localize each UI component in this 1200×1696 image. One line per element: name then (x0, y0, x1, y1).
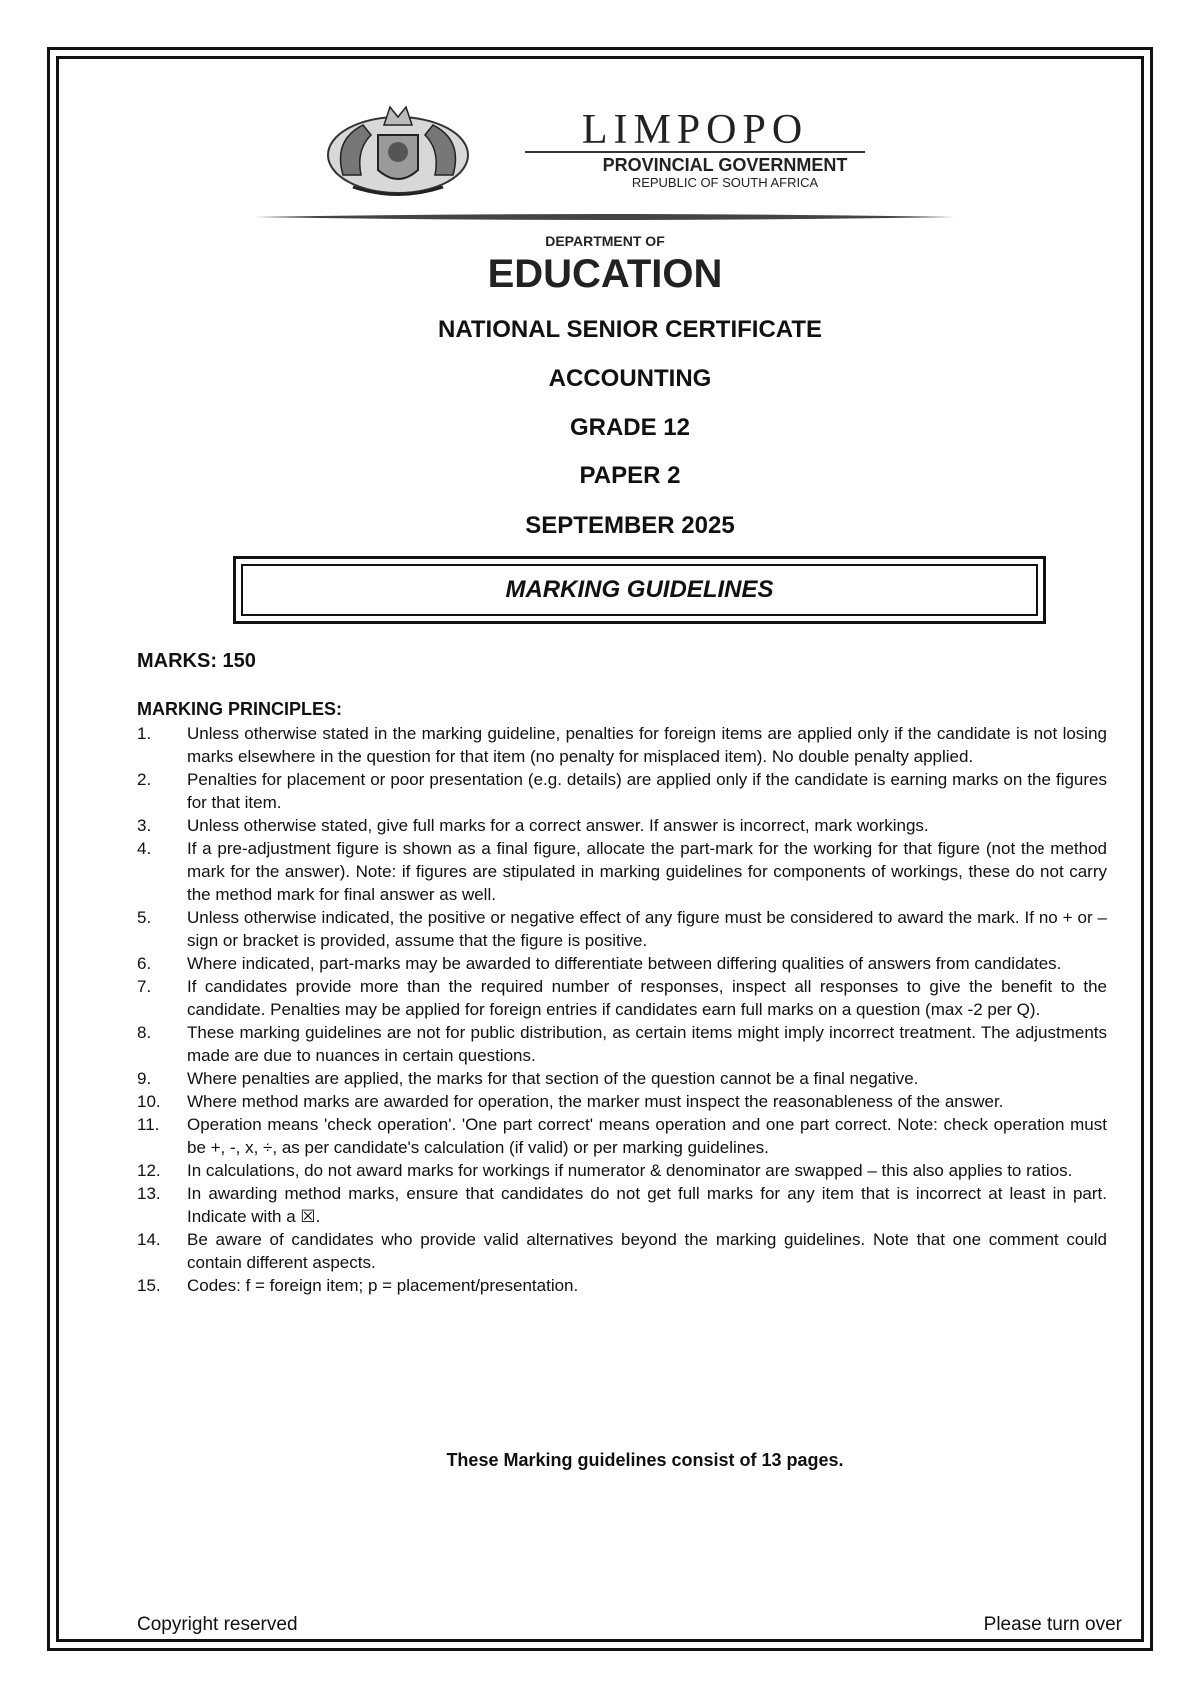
principle-text: If candidates provide more than the required number of responses, inspect all responses to give the benefit to the candidate. Penalties may be applied for foreign entries if candidates earn full marks on a question (max -2 per Q). (187, 977, 1107, 1019)
principle-item (137, 768, 1107, 814)
principle-number: 1. (137, 724, 152, 743)
education-logo (440, 232, 770, 292)
principle-number: 9. (137, 1069, 152, 1088)
limpopo-logo (520, 105, 870, 190)
principle-item (137, 1113, 1107, 1159)
principle-item (137, 952, 1107, 975)
paper-title: PAPER 2 (579, 462, 681, 489)
subject-title: ACCOUNTING (548, 365, 712, 392)
marking-guidelines-box (233, 556, 1046, 624)
principle-text: These marking guidelines are not for public distribution, as certain items might imply incorrect treatment. The adjustments made are due to nuances in certain questions. (187, 1023, 1107, 1065)
principle-text: Be aware of candidates who provide valid alternatives beyond the marking guidelines. Note that one comment could contain different aspects. (187, 1230, 1107, 1272)
principle-text: Where indicated, part-marks may be awarded to differentiate between differing qualities of answers from candidates. (187, 954, 1062, 973)
principle-item (137, 722, 1107, 768)
logo-divider (255, 213, 955, 221)
marks-total: MARKS: 150 (137, 650, 256, 672)
footer-turn-over: Please turn over (983, 1614, 1122, 1635)
principle-text: Codes: f = foreign item; p = placement/presentation. (187, 1276, 579, 1295)
principle-text: In calculations, do not award marks for workings if numerator & denominator are swapped – this also applies to ratios. (187, 1161, 1073, 1180)
principle-number: 4. (137, 839, 152, 858)
principle-item (137, 814, 1107, 837)
principle-item (137, 1182, 1107, 1228)
principle-text: Where method marks are awarded for operation, the marker must inspect the reasonableness of the answer. (187, 1092, 1004, 1111)
principle-number: 11. (137, 1115, 160, 1134)
principle-number: 2. (137, 770, 152, 789)
principle-number: 13. (137, 1184, 161, 1203)
principle-number: 7. (137, 977, 152, 996)
principles-heading: MARKING PRINCIPLES: (137, 699, 343, 719)
dept-label: DEPARTMENT OF (545, 233, 665, 249)
principle-number: 10. (137, 1092, 161, 1111)
certificate-title: NATIONAL SENIOR CERTIFICATE (438, 316, 822, 343)
principle-text: Unless otherwise stated in the marking guideline, penalties for foreign items are applied only if the candidate is not losing marks elsewhere in the question for that item (no penalty for misplaced item). No double penalty applied. (187, 724, 1107, 766)
principles-list (137, 722, 1107, 1297)
principle-item (137, 837, 1107, 906)
grade-title: GRADE 12 (569, 414, 691, 441)
footer-copyright: Copyright reserved (137, 1614, 298, 1635)
principle-item (137, 975, 1107, 1021)
principle-number: 12. (137, 1161, 161, 1180)
principle-text: Unless otherwise stated, give full marks for a correct answer. If answer is incorrect, mark workings. (187, 816, 929, 835)
principle-number: 3. (137, 816, 152, 835)
principle-text: Where penalties are applied, the marks for that section of the question cannot be a final negative. (187, 1069, 919, 1088)
principle-item (137, 1090, 1107, 1113)
principle-item (137, 906, 1107, 952)
principle-text: In awarding method marks, ensure that candidates do not get full marks for any item that is incorrect at least in part. Indicate with a ☒. (187, 1184, 1107, 1226)
principle-item (137, 1228, 1107, 1274)
header-logos (0, 95, 1200, 215)
coat-of-arms-icon (318, 95, 478, 200)
principle-item (137, 1067, 1107, 1090)
principle-text: Operation means 'check operation'. 'One part correct' means operation and one part correct. Note: check operation must be +, -, x, ÷, as per candidate's calculation (if valid) or per marking guidelines. (187, 1115, 1107, 1157)
principle-number: 14. (137, 1230, 161, 1249)
principle-number: 6. (137, 954, 152, 973)
principle-text: Unless otherwise indicated, the positive or negative effect of any figure must be considered to award the mark. If no + or – sign or bracket is provided, assume that the figure is positive. (187, 908, 1107, 950)
logo-subtitle: PROVINCIAL GOVERNMENT (602, 155, 848, 175)
principle-text: If a pre-adjustment figure is shown as a final figure, allocate the part-mark for the working for that figure (not the method mark for the answer). Note: if figures are stipulated in marking guidelines for components of workings, these do not carry the method mark for final answer as well. (187, 839, 1107, 904)
principle-text: Penalties for placement or poor presentation (e.g. details) are applied only if the candidate is earning marks on the figures for that item. (187, 770, 1107, 812)
marking-guidelines-label: MARKING GUIDELINES (505, 576, 774, 603)
dept-name: EDUCATION (487, 252, 723, 292)
marking-guidelines-inner-box (241, 564, 1038, 616)
principle-item (137, 1021, 1107, 1067)
principle-number: 5. (137, 908, 152, 927)
principle-item (137, 1159, 1107, 1182)
pages-note: These Marking guidelines consist of 13 pages. (446, 1450, 844, 1470)
principle-number: 15. (137, 1276, 161, 1295)
principle-number: 8. (137, 1023, 152, 1042)
logo-country: REPUBLIC OF SOUTH AFRICA (631, 175, 819, 190)
logo-title: LIMPOPO (581, 107, 809, 153)
principle-item (137, 1274, 1107, 1297)
session-title: SEPTEMBER 2025 (525, 512, 735, 539)
